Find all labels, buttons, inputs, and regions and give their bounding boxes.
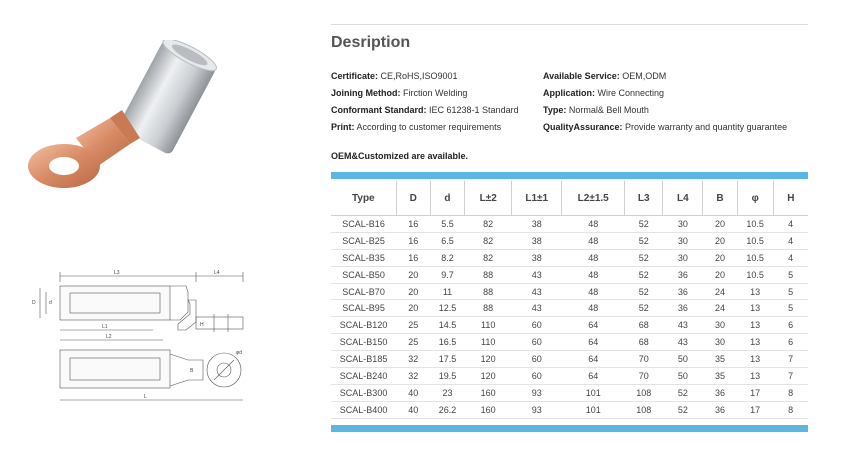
col-header: L1±1 [512,181,562,216]
spec-label: QualityAssurance: [543,122,623,132]
spec-value: IEC 61238-1 Standard [429,105,519,115]
spec-cell [331,122,543,139]
value-cell: 20 [396,300,430,317]
value-cell: 10.5 [737,232,773,249]
value-cell: 52 [625,249,663,266]
value-cell: 60 [512,334,562,351]
spec-row [331,88,808,105]
value-cell: 108 [625,401,663,418]
value-cell: 6 [773,317,808,334]
value-cell: 17 [737,384,773,401]
value-cell: 4 [773,216,808,233]
value-cell: 60 [512,351,562,368]
value-cell: 120 [465,368,512,385]
value-cell: 64 [562,368,625,385]
type-cell: SCAL-B95 [331,300,396,317]
value-cell: 25 [396,317,430,334]
value-cell: 20 [703,249,737,266]
type-cell: SCAL-B50 [331,266,396,283]
value-cell: 17.5 [430,351,464,368]
value-cell: 110 [465,334,512,351]
spec-value: Normal& Bell Mouth [568,105,649,115]
col-header: φ [737,181,773,216]
spec-label: Conformant Standard: [331,105,427,115]
table-row [331,351,808,368]
col-header: L±2 [465,181,512,216]
spec-cell [543,105,649,122]
spec-cell [331,71,543,88]
col-header: L3 [625,181,663,216]
value-cell: 36 [703,384,737,401]
value-cell: 32 [396,368,430,385]
value-cell: 13 [737,351,773,368]
value-cell: 110 [465,317,512,334]
value-cell: 52 [663,401,703,418]
value-cell: 10.5 [737,249,773,266]
value-cell: 120 [465,351,512,368]
value-cell: 30 [703,317,737,334]
spec-row [331,105,808,122]
value-cell: 88 [465,266,512,283]
value-cell: 7 [773,368,808,385]
value-cell: 48 [562,300,625,317]
spec-row [331,71,808,88]
value-cell: 9.7 [430,266,464,283]
type-cell: SCAL-B150 [331,334,396,351]
spec-label: Joining Method: [331,88,401,98]
label-d-small: d [49,300,52,306]
value-cell: 16 [396,216,430,233]
value-cell: 36 [663,300,703,317]
value-cell: 19.5 [430,368,464,385]
value-cell: 52 [625,266,663,283]
label-l3: L3 [114,270,120,276]
label-l: L [144,394,147,400]
type-cell: SCAL-B25 [331,232,396,249]
value-cell: 20 [703,266,737,283]
value-cell: 4 [773,232,808,249]
label-h: H [200,322,204,328]
oem-note: OEM&Customized are available. [331,151,469,161]
value-cell: 5 [773,300,808,317]
value-cell: 48 [562,283,625,300]
value-cell: 68 [625,317,663,334]
spec-cell [331,88,543,105]
label-phi: φd [236,350,243,356]
value-cell: 20 [703,216,737,233]
table-top-bar [331,172,808,179]
value-cell: 13 [737,317,773,334]
value-cell: 13 [737,300,773,317]
col-header: Type [331,181,396,216]
table-row [331,384,808,401]
value-cell: 20 [703,232,737,249]
value-cell: 10.5 [737,216,773,233]
table-row [331,266,808,283]
value-cell: 48 [562,232,625,249]
type-cell: SCAL-B35 [331,249,396,266]
value-cell: 6.5 [430,232,464,249]
value-cell: 13 [737,368,773,385]
spec-value: OEM,ODM [622,71,667,81]
value-cell: 52 [625,300,663,317]
spec-value: Wire Connecting [597,88,665,98]
table-header-row [331,181,808,216]
table-body [331,216,808,419]
value-cell: 14.5 [430,317,464,334]
value-cell: 93 [512,384,562,401]
label-l1: L1 [102,324,108,330]
value-cell: 43 [512,266,562,283]
spec-label: Type: [543,105,567,115]
value-cell: 68 [625,334,663,351]
spec-cell [331,105,543,122]
value-cell: 4 [773,249,808,266]
value-cell: 101 [562,401,625,418]
value-cell: 36 [703,401,737,418]
type-cell: SCAL-B120 [331,317,396,334]
table-row [331,401,808,418]
value-cell: 12.5 [430,300,464,317]
technical-drawing [18,262,258,412]
value-cell: 48 [562,249,625,266]
value-cell: 52 [663,384,703,401]
table-row [331,317,808,334]
value-cell: 30 [663,216,703,233]
value-cell: 35 [703,368,737,385]
value-cell: 50 [663,368,703,385]
spec-label: Application: [543,88,595,98]
product-photo [18,40,238,210]
value-cell: 43 [663,334,703,351]
value-cell: 43 [512,300,562,317]
label-l4: L4 [214,270,220,276]
value-cell: 40 [396,384,430,401]
value-cell: 82 [465,232,512,249]
value-cell: 43 [512,283,562,300]
value-cell: 25 [396,334,430,351]
value-cell: 8.2 [430,249,464,266]
value-cell: 16.5 [430,334,464,351]
value-cell: 64 [562,334,625,351]
value-cell: 88 [465,300,512,317]
table-row [331,283,808,300]
value-cell: 108 [625,384,663,401]
type-cell: SCAL-B16 [331,216,396,233]
value-cell: 93 [512,401,562,418]
table-bottom-bar [331,425,808,432]
value-cell: 23 [430,384,464,401]
type-cell: SCAL-B240 [331,368,396,385]
col-header: L2±1.5 [562,181,625,216]
spec-cell [543,88,664,105]
section-title: Desription [331,34,411,51]
value-cell: 26.2 [430,401,464,418]
spec-cell [543,122,787,139]
table-row [331,368,808,385]
value-cell: 10.5 [737,266,773,283]
value-cell: 64 [562,351,625,368]
value-cell: 32 [396,351,430,368]
spec-value: Firction Welding [403,88,468,98]
value-cell: 48 [562,216,625,233]
table-row [331,300,808,317]
value-cell: 60 [512,368,562,385]
spec-label: Print: [331,122,355,132]
value-cell: 20 [396,266,430,283]
table-row [331,232,808,249]
value-cell: 8 [773,384,808,401]
value-cell: 160 [465,401,512,418]
spec-value: Provide warranty and quantity guarantee [625,122,788,132]
spec-value: CE,RoHS,ISO9001 [380,71,458,81]
value-cell: 38 [512,249,562,266]
top-view [60,350,241,388]
type-cell: SCAL-B70 [331,283,396,300]
value-cell: 5.5 [430,216,464,233]
spec-table [331,181,808,419]
value-cell: 43 [663,317,703,334]
value-cell: 30 [663,232,703,249]
copper-palm [28,110,140,188]
col-header: D [396,181,430,216]
value-cell: 88 [465,283,512,300]
value-cell: 30 [663,249,703,266]
top-divider [331,24,808,25]
value-cell: 36 [663,266,703,283]
value-cell: 8 [773,401,808,418]
value-cell: 50 [663,351,703,368]
type-cell: SCAL-B185 [331,351,396,368]
value-cell: 5 [773,266,808,283]
spec-grid [331,71,808,139]
value-cell: 36 [663,283,703,300]
value-cell: 38 [512,216,562,233]
value-cell: 60 [512,317,562,334]
value-cell: 11 [430,283,464,300]
spec-label: Available Service: [543,71,620,81]
side-view [60,286,243,332]
value-cell: 20 [396,283,430,300]
type-cell: SCAL-B400 [331,401,396,418]
spec-label: Certificate: [331,71,379,81]
spec-row [331,122,808,139]
spec-cell [543,71,666,88]
value-cell: 24 [703,300,737,317]
value-cell: 52 [625,216,663,233]
value-cell: 82 [465,249,512,266]
col-header: d [430,181,464,216]
value-cell: 17 [737,401,773,418]
table-row [331,249,808,266]
value-cell: 13 [737,283,773,300]
value-cell: 7 [773,351,808,368]
value-cell: 13 [737,334,773,351]
col-header: H [773,181,808,216]
value-cell: 6 [773,334,808,351]
value-cell: 70 [625,368,663,385]
col-header: B [703,181,737,216]
value-cell: 5 [773,283,808,300]
value-cell: 52 [625,283,663,300]
value-cell: 48 [562,266,625,283]
col-header: L4 [663,181,703,216]
value-cell: 16 [396,232,430,249]
value-cell: 101 [562,384,625,401]
value-cell: 70 [625,351,663,368]
value-cell: 40 [396,401,430,418]
value-cell: 82 [465,216,512,233]
label-d-big: D [32,300,36,306]
value-cell: 160 [465,384,512,401]
value-cell: 64 [562,317,625,334]
value-cell: 38 [512,232,562,249]
value-cell: 52 [625,232,663,249]
value-cell: 16 [396,249,430,266]
label-b: B [190,368,194,374]
spec-value: According to customer requirements [356,122,502,132]
value-cell: 30 [703,334,737,351]
value-cell: 35 [703,351,737,368]
table-row [331,216,808,233]
table-row [331,334,808,351]
value-cell: 24 [703,283,737,300]
label-l2: L2 [106,334,112,340]
type-cell: SCAL-B300 [331,384,396,401]
